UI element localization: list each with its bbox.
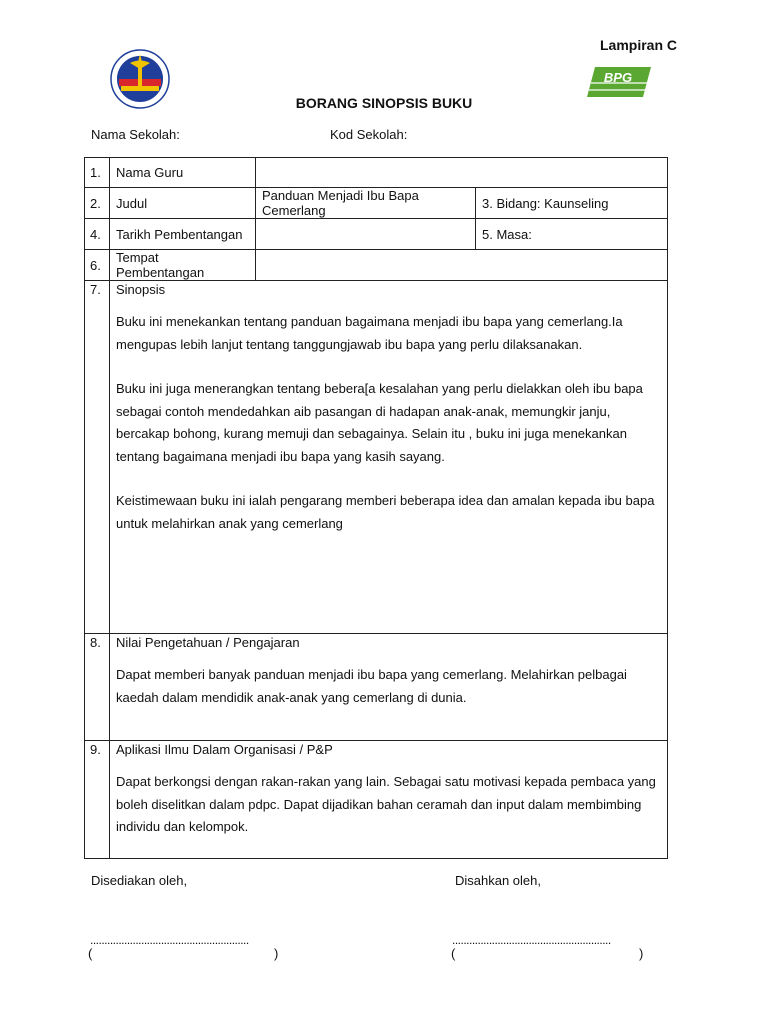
row-number: 6. xyxy=(85,250,110,281)
tempat-value-cell[interactable] xyxy=(256,250,668,281)
judul-value: Panduan Menjadi Ibu Bapa Cemerlang xyxy=(256,188,476,219)
sinopsis-paragraph: Buku ini juga menerangkan tentang bebera[a kesalahan yang perlu dielakkan oleh ibu bapa sebagai contoh mendedahkan aib pasangan di hadapan anak-anak, memungkir janju, bercakap bohong, kurang memuji dan sebagainya. Selain itu , buku ini juga menekankan tentang bagaimana menjadi ibu bapa yang kasih sayang. xyxy=(116,381,643,464)
aplikasi-paragraph: Dapat berkongsi dengan rakan-rakan yang lain. Sebagai satu motivasi kepada pembaca yang boleh diselitkan dalam pdpc. Dapat dijadikan bahan ceramah dan input dalam membimbing individu dan kelompok. xyxy=(116,774,656,834)
disahkan-label: Disahkan oleh, xyxy=(455,873,541,888)
table-row xyxy=(85,219,668,250)
name-bracket-left xyxy=(88,946,280,962)
aplikasi-cell xyxy=(110,741,668,859)
sinopsis-paragraph: Buku ini menekankan tentang panduan bagaimana menjadi ibu bapa yang cemerlang.Ia mengupas lebih lanjut tentang tanggungjawab ibu bapa yang perlu dilaksanakan. xyxy=(116,314,623,352)
row-label: Judul xyxy=(110,188,256,219)
table-row xyxy=(85,188,668,219)
signature-line-right: ........................................................ xyxy=(452,933,611,947)
nama-sekolah-label: Nama Sekolah: xyxy=(91,127,180,142)
table-row xyxy=(85,281,668,634)
table-row xyxy=(85,250,668,281)
lampiran-label: Lampiran C xyxy=(600,37,678,53)
nilai-label: Nilai Pengetahuan / Pengajaran xyxy=(116,635,300,650)
close-paren: ) xyxy=(639,946,644,961)
form-title: BORANG SINOPSIS BUKU xyxy=(295,95,473,111)
name-bracket-right xyxy=(451,946,643,962)
bpg-logo-text: BPG xyxy=(603,70,633,85)
nilai-paragraph: Dapat memberi banyak panduan menjadi ibu bapa yang cemerlang. Melahirkan pelbagai kaedah dalam mendidik anak-anak yang cemerlang di dunia. xyxy=(116,667,627,705)
row-number: 2. xyxy=(85,188,110,219)
row-label: Tarikh Pembentangan xyxy=(110,219,256,250)
row-number: 8. xyxy=(85,634,110,741)
bidang-field: 3. Bidang: Kaunseling xyxy=(476,188,668,219)
disediakan-label: Disediakan oleh, xyxy=(91,873,188,888)
sinopsis-paragraph: Keistimewaan buku ini ialah pengarang memberi beberapa idea dan amalan kepada ibu bapa untuk melahirkan anak yang cemerlang xyxy=(116,493,655,531)
open-paren: ( xyxy=(451,946,456,961)
kod-sekolah-label: Kod Sekolah: xyxy=(330,127,408,142)
masa-field: 5. Masa: xyxy=(476,219,668,250)
table-row xyxy=(85,634,668,741)
row-number: 4. xyxy=(85,219,110,250)
row-number: 1. xyxy=(85,158,110,188)
nilai-cell xyxy=(110,634,668,741)
sinopsis-cell xyxy=(110,281,668,634)
row-number: 9. xyxy=(85,741,110,859)
open-paren: ( xyxy=(88,946,93,961)
row-number: 7. xyxy=(85,281,110,634)
tarikh-value-cell[interactable] xyxy=(256,219,476,250)
nama-guru-value-cell[interactable] xyxy=(256,158,668,188)
table-row xyxy=(85,741,668,859)
sinopsis-label: Sinopsis xyxy=(116,282,166,297)
signature-line-left: ........................................................ xyxy=(90,933,249,947)
aplikasi-label: Aplikasi Ilmu Dalam Organisasi / P&P xyxy=(116,742,333,757)
close-paren: ) xyxy=(274,946,279,961)
sinopsis-form-table xyxy=(84,157,668,859)
table-row xyxy=(85,158,668,188)
row-label: Nama Guru xyxy=(110,158,256,188)
row-label: Tempat Pembentangan xyxy=(110,250,256,281)
